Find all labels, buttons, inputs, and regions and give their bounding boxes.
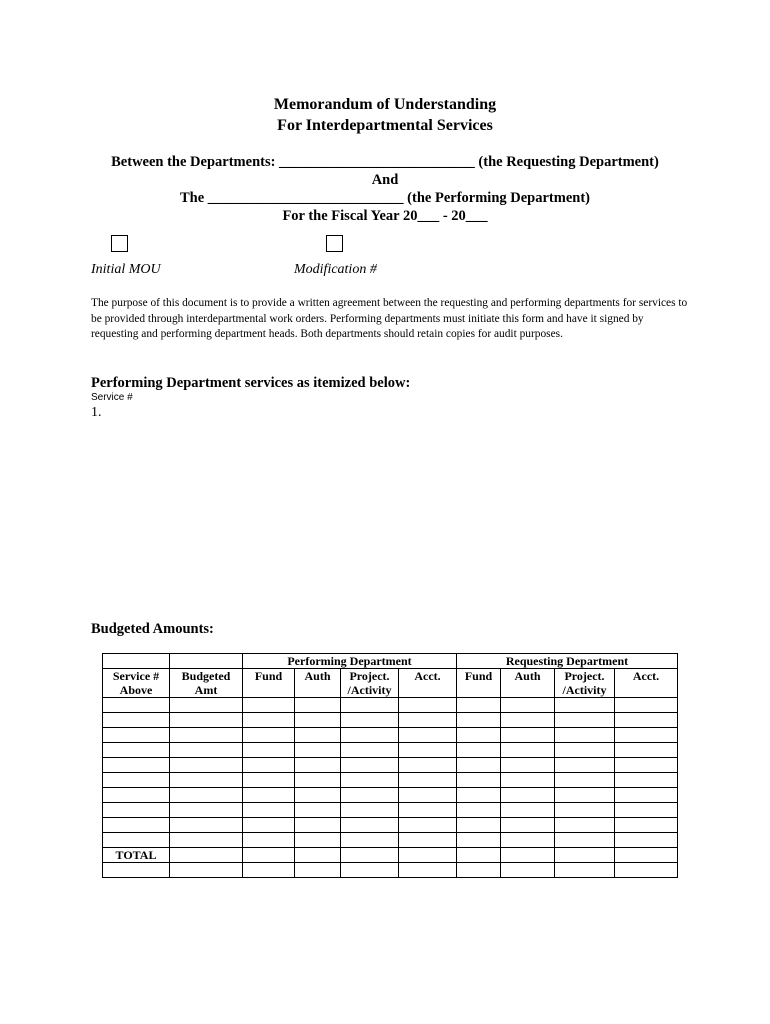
table-cell[interactable] <box>170 818 243 833</box>
table-cell[interactable] <box>615 788 678 803</box>
performing-department-line: The ___________________________ (the Performing Department) <box>180 190 590 206</box>
table-cell[interactable] <box>243 728 295 743</box>
table-cell[interactable] <box>243 833 295 848</box>
table-cell[interactable] <box>341 698 399 713</box>
table-cell[interactable] <box>341 833 399 848</box>
table-cell[interactable] <box>103 728 170 743</box>
table-cell[interactable] <box>399 773 457 788</box>
total-cell[interactable] <box>457 848 501 863</box>
total-cell[interactable] <box>341 848 399 863</box>
budget-rows <box>103 698 678 848</box>
table-row <box>103 788 678 803</box>
table-cell[interactable] <box>341 758 399 773</box>
col-p-project: Project. /Activity <box>341 669 399 698</box>
table-cell[interactable] <box>103 818 170 833</box>
table-cell[interactable] <box>243 818 295 833</box>
table-cell[interactable] <box>615 803 678 818</box>
table-cell[interactable] <box>555 758 615 773</box>
table-cell[interactable] <box>399 788 457 803</box>
table-cell[interactable] <box>555 698 615 713</box>
table-cell[interactable] <box>103 803 170 818</box>
table-cell[interactable] <box>295 698 341 713</box>
table-cell[interactable] <box>341 803 399 818</box>
table-cell[interactable] <box>399 743 457 758</box>
table-cell[interactable] <box>103 743 170 758</box>
table-cell[interactable] <box>243 713 295 728</box>
table-cell[interactable] <box>501 713 555 728</box>
table-cell[interactable] <box>501 833 555 848</box>
form-subtitle: For Interdepartmental Services <box>277 117 493 134</box>
total-row <box>103 848 678 863</box>
table-cell[interactable] <box>457 713 501 728</box>
table-cell[interactable] <box>555 803 615 818</box>
table-cell[interactable] <box>170 743 243 758</box>
table-cell[interactable] <box>615 773 678 788</box>
table-cell[interactable] <box>399 833 457 848</box>
table-cell[interactable] <box>615 758 678 773</box>
table-row <box>103 863 678 878</box>
table-row <box>103 698 678 713</box>
table-cell[interactable] <box>555 818 615 833</box>
table-cell[interactable] <box>243 773 295 788</box>
table-cell[interactable] <box>555 713 615 728</box>
table-cell[interactable] <box>341 728 399 743</box>
table-cell[interactable] <box>103 698 170 713</box>
table-cell[interactable] <box>555 728 615 743</box>
col-p-fund: Fund <box>243 669 295 698</box>
table-cell[interactable] <box>243 803 295 818</box>
modification-label: Modification # <box>294 262 377 277</box>
table-cell[interactable] <box>457 698 501 713</box>
col-r-acct: Acct. <box>615 669 678 698</box>
table-cell[interactable] <box>243 743 295 758</box>
table-cell[interactable] <box>341 773 399 788</box>
table-row <box>103 773 678 788</box>
table-cell[interactable] <box>399 698 457 713</box>
table-cell[interactable] <box>103 863 170 878</box>
services-title: Performing Department services as itemized below: <box>91 375 411 391</box>
table-cell[interactable] <box>501 863 555 878</box>
fiscal-year-line: For the Fiscal Year 20___ - 20___ <box>282 208 488 224</box>
table-cell[interactable] <box>457 788 501 803</box>
table-cell[interactable] <box>295 803 341 818</box>
table-row <box>103 743 678 758</box>
total-cell[interactable] <box>615 848 678 863</box>
table-cell[interactable] <box>170 728 243 743</box>
table-cell[interactable] <box>341 788 399 803</box>
table-cell[interactable] <box>295 773 341 788</box>
table-cell[interactable] <box>295 833 341 848</box>
table-row <box>103 713 678 728</box>
table-cell[interactable] <box>501 728 555 743</box>
table-cell[interactable] <box>457 833 501 848</box>
table-row <box>103 803 678 818</box>
table-cell[interactable] <box>170 773 243 788</box>
table-cell[interactable] <box>295 758 341 773</box>
table-cell[interactable] <box>501 803 555 818</box>
table-cell[interactable] <box>399 728 457 743</box>
table-cell[interactable] <box>457 803 501 818</box>
service-number-label: Service # <box>91 392 133 403</box>
table-cell[interactable] <box>457 818 501 833</box>
table-cell[interactable] <box>170 698 243 713</box>
initial-mou-label: Initial MOU <box>91 262 161 277</box>
table-cell[interactable] <box>399 803 457 818</box>
table-cell[interactable] <box>457 728 501 743</box>
table-cell[interactable] <box>555 788 615 803</box>
total-cell[interactable] <box>501 848 555 863</box>
table-cell[interactable] <box>341 863 399 878</box>
table-row <box>103 818 678 833</box>
table-row <box>103 833 678 848</box>
table-cell[interactable] <box>501 788 555 803</box>
table-cell[interactable] <box>295 863 341 878</box>
table-cell[interactable] <box>341 818 399 833</box>
table-cell[interactable] <box>615 863 678 878</box>
table-cell[interactable] <box>295 818 341 833</box>
table-cell[interactable] <box>243 698 295 713</box>
col-p-acct: Acct. <box>399 669 457 698</box>
col-budgeted: Budgeted Amt <box>170 669 243 698</box>
table-cell[interactable] <box>501 818 555 833</box>
table-cell[interactable] <box>457 773 501 788</box>
table-cell[interactable] <box>295 788 341 803</box>
table-cell[interactable] <box>243 758 295 773</box>
table-cell[interactable] <box>555 863 615 878</box>
total-cell[interactable] <box>555 848 615 863</box>
table-cell[interactable] <box>170 788 243 803</box>
col-r-auth: Auth <box>501 669 555 698</box>
table-cell[interactable] <box>170 833 243 848</box>
total-cell[interactable] <box>243 848 295 863</box>
blank-header-cell <box>170 654 243 669</box>
col-r-project: Project. /Activity <box>555 669 615 698</box>
and-line: And <box>371 172 399 188</box>
table-cell[interactable] <box>615 743 678 758</box>
initial-mou-checkbox[interactable] <box>111 235 128 252</box>
table-cell[interactable] <box>457 743 501 758</box>
table-row <box>103 728 678 743</box>
table-cell[interactable] <box>103 833 170 848</box>
table-cell[interactable] <box>103 773 170 788</box>
budget-table <box>102 653 678 878</box>
col-r-fund: Fund <box>457 669 501 698</box>
table-cell[interactable] <box>501 698 555 713</box>
requesting-department-group: Requesting Department <box>457 654 678 669</box>
table-cell[interactable] <box>243 863 295 878</box>
total-cell[interactable] <box>295 848 341 863</box>
requesting-department-line: Between the Departments: ___________________________ (the Requesting Department) <box>111 154 659 170</box>
table-cell[interactable] <box>170 863 243 878</box>
table-cell[interactable] <box>399 758 457 773</box>
purpose-paragraph: The purpose of this document is to provide a written agreement between the requesting and performing departments for services to be provided through interdepartmental work orders. Performing departments must initiate this form and have it signed by requesting and performing department heads. Both departments should retain copies for audit purposes. <box>91 297 688 340</box>
table-cell[interactable] <box>341 743 399 758</box>
table-cell[interactable] <box>399 818 457 833</box>
table-cell[interactable] <box>615 833 678 848</box>
table-cell[interactable] <box>555 743 615 758</box>
table-cell[interactable] <box>341 713 399 728</box>
table-cell[interactable] <box>399 713 457 728</box>
table-cell[interactable] <box>103 713 170 728</box>
col-service: Service # Above <box>103 669 170 698</box>
table-cell[interactable] <box>615 713 678 728</box>
table-cell[interactable] <box>295 728 341 743</box>
table-cell[interactable] <box>170 758 243 773</box>
form-title: Memorandum of Understanding <box>273 96 497 113</box>
table-cell[interactable] <box>555 833 615 848</box>
table-cell[interactable] <box>615 818 678 833</box>
table-row <box>103 758 678 773</box>
table-cell[interactable] <box>399 863 457 878</box>
table-cell[interactable] <box>457 863 501 878</box>
table-cell[interactable] <box>555 773 615 788</box>
performing-department-group: Performing Department <box>243 654 457 669</box>
budgeted-amounts-title: Budgeted Amounts: <box>91 621 214 637</box>
table-cell[interactable] <box>615 728 678 743</box>
table-cell[interactable] <box>103 758 170 773</box>
modification-checkbox[interactable] <box>326 235 343 252</box>
blank-header-cell <box>103 654 170 669</box>
table-cell[interactable] <box>615 698 678 713</box>
table-cell[interactable] <box>501 758 555 773</box>
table-cell[interactable] <box>457 758 501 773</box>
table-cell[interactable] <box>170 803 243 818</box>
total-label: TOTAL <box>103 848 170 863</box>
table-cell[interactable] <box>170 713 243 728</box>
total-cell[interactable] <box>170 848 243 863</box>
table-cell[interactable] <box>243 788 295 803</box>
table-cell[interactable] <box>501 743 555 758</box>
table-cell[interactable] <box>103 788 170 803</box>
table-cell[interactable] <box>501 773 555 788</box>
table-cell[interactable] <box>295 713 341 728</box>
table-cell[interactable] <box>295 743 341 758</box>
total-cell[interactable] <box>399 848 457 863</box>
col-p-auth: Auth <box>295 669 341 698</box>
service-item-1: 1. <box>91 405 102 420</box>
